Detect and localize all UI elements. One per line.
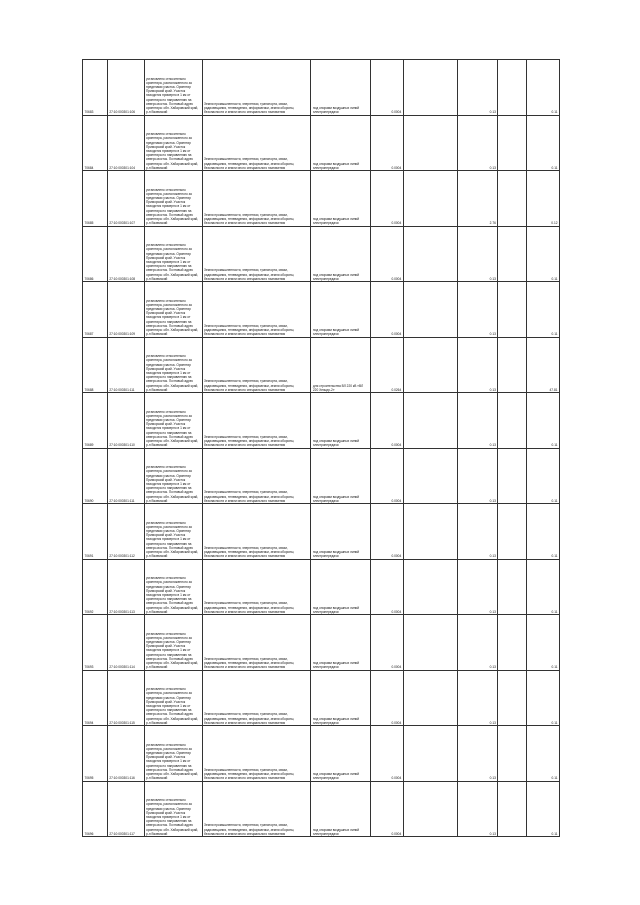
plot-area: 0.0004 <box>370 670 403 726</box>
address-cell <box>144 559 202 615</box>
permitted-use: под опорами воздушных линий электропередачи <box>311 282 370 338</box>
row-number: 70695 <box>83 726 108 782</box>
value-cell: 0.11 <box>526 448 559 504</box>
value-cell: 0.11 <box>526 726 559 782</box>
table-row <box>83 781 560 837</box>
address-text: установлено относительно ориентира, расположенного за пределами участка. Ориентир Приморский край. Участок находится примерно в 1 км от ориентира по направлению на северо-восток. Почтовый адрес ориентира: обл. Хабаровский край, р-н Вяземский <box>146 132 199 170</box>
value-cell: 0.13 <box>458 726 498 782</box>
value-cell: 0.11 <box>526 781 559 837</box>
cadastral-number: 27:10:000301:110 <box>107 393 144 449</box>
value-cell: 0.11 <box>526 393 559 449</box>
value-cell: 0.11 <box>526 504 559 560</box>
address-cell <box>144 393 202 449</box>
cadastral-number: 27:10:000301:106 <box>107 60 144 116</box>
permitted-use: под опорами воздушных линий электропередачи <box>311 448 370 504</box>
plot-area: 0.0004 <box>370 60 403 116</box>
address-cell <box>144 670 202 726</box>
value-cell: 0.11 <box>526 670 559 726</box>
permitted-use: под опорами воздушных линий электропередачи <box>311 615 370 671</box>
cadastral-number: 27:10:000301:112 <box>107 504 144 560</box>
land-category: Земли промышленности, энергетики, транспорта, связи, радиовещания, телевидения, информатики, земли обороны, безопасности и земли иного специального назначения <box>202 171 311 227</box>
empty-cell <box>403 670 457 726</box>
table-row <box>83 337 560 393</box>
address-text: установлено относительно ориентира, расположенного за пределами участка. Ориентир Приморский край. Участок находится примерно в 1 км от ориентира по направлению на северо-восток. Почтовый адрес ориентира: обл. Хабаровский край, р-н Вяземский <box>146 742 199 781</box>
table-row <box>83 504 560 560</box>
cadastral-number: 27:10:000301:111 <box>107 448 144 504</box>
land-category: Земли промышленности, энергетики, транспорта, связи, радиовещания, телевидения, информатики, земли обороны, безопасности и земли иного специального назначения <box>202 504 311 560</box>
cadastral-number: 27:10:000301:115 <box>107 670 144 726</box>
plot-area: 0.0004 <box>370 282 403 338</box>
empty-cell <box>403 282 457 338</box>
value-cell: 0.13 <box>458 60 498 116</box>
row-number: 70684 <box>83 115 108 171</box>
land-category: Земли промышленности, энергетики, транспорта, связи, радиовещания, телевидения, информатики, земли обороны, безопасности и земли иного специального назначения <box>202 226 311 282</box>
row-number: 70685 <box>83 171 108 227</box>
empty-cell <box>403 504 457 560</box>
empty-cell <box>403 393 457 449</box>
plot-area: 0.0004 <box>370 393 403 449</box>
value-cell: 0.11 <box>526 60 559 116</box>
row-number: 70689 <box>83 393 108 449</box>
permitted-use: под опорами воздушных линий электропередачи <box>311 726 370 782</box>
address-text: установлено относительно ориентира, расположенного за пределами участка. Ориентир Приморский край. Участок находится примерно в 1 км от ориентира по направлению на северо-восток. Почтовый адрес ориентира: обл. Хабаровский край, р-н Вяземский <box>146 798 199 836</box>
empty-cell <box>498 615 526 671</box>
value-cell: 0.13 <box>458 615 498 671</box>
address-text: установлено относительно ориентира, расположенного за пределами участка. Ориентир Приморский край. Участок находится примерно в 1 км от ориентира по направлению на северо-восток. Почтовый адрес ориентира: обл. Хабаровский край, р-н Вяземский <box>146 520 199 559</box>
address-text: установлено относительно ориентира, расположенного за пределами участка. Ориентир Приморский край. Участок находится примерно в 1 км от ориентира по направлению на северо-восток. Почтовый адрес ориентира: обл. Хабаровский край, р-н Вяземский <box>146 631 199 670</box>
land-category: Земли промышленности, энергетики, транспорта, связи, радиовещания, телевидения, информатики, земли обороны, безопасности и земли иного специального назначения <box>202 559 311 615</box>
table-row <box>83 448 560 504</box>
address-cell <box>144 726 202 782</box>
value-cell: 0.12 <box>526 171 559 227</box>
value-cell: 0.13 <box>458 282 498 338</box>
row-number: 70687 <box>83 282 108 338</box>
value-cell: 0.13 <box>458 393 498 449</box>
empty-cell <box>498 60 526 116</box>
value-cell: 0.11 <box>526 282 559 338</box>
table-row <box>83 60 560 116</box>
table-row <box>83 226 560 282</box>
table-row <box>83 282 560 338</box>
table-row <box>83 615 560 671</box>
plot-area: 0.0264 <box>370 337 403 393</box>
land-category: Земли промышленности, энергетики, транспорта, связи, радиовещания, телевидения, информатики, земли обороны, безопасности и земли иного специального назначения <box>202 337 311 393</box>
plot-area: 0.0004 <box>370 615 403 671</box>
address-text: установлено относительно ориентира, расположенного за пределами участка. Ориентир Приморский край. Участок находится примерно в 1 км от ориентира по направлению на северо-восток. Почтовый адрес ориентира: обл. Хабаровский край, р-н Вяземский <box>146 76 199 115</box>
plot-area: 0.0004 <box>370 226 403 282</box>
empty-cell <box>498 282 526 338</box>
land-category: Земли промышленности, энергетики, транспорта, связи, радиовещания, телевидения, информатики, земли обороны, безопасности и земли иного специального назначения <box>202 448 311 504</box>
address-cell <box>144 282 202 338</box>
land-category: Земли промышленности, энергетики, транспорта, связи, радиовещания, телевидения, информатики, земли обороны, безопасности и земли иного специального назначения <box>202 115 311 171</box>
address-text: установлено относительно ориентира, расположенного за пределами участка. Ориентир Приморский край. Участок находится примерно в 1 км от ориентира по направлению на северо-восток. Почтовый адрес ориентира: обл. Хабаровский край, р-н Вяземский <box>146 354 199 392</box>
cadastral-number: 27:10:000301:107 <box>107 171 144 227</box>
address-text: установлено относительно ориентира, расположенного за пределами участка. Ориентир Приморский край. Участок находится примерно в 1 км от ориентира по направлению на северо-восток. Почтовый адрес ориентира: обл. Хабаровский край, р-н Вяземский <box>146 465 199 503</box>
empty-cell <box>403 226 457 282</box>
row-number: 70693 <box>83 615 108 671</box>
permitted-use: под опорами воздушных линий электропередачи <box>311 559 370 615</box>
address-text: установлено относительно ориентира, расположенного за пределами участка. Ориентир Приморский край. Участок находится примерно в 1 км от ориентира по направлению на северо-восток. Почтовый адрес ориентира: обл. Хабаровский край, р-н Вяземский <box>146 687 199 725</box>
table-body <box>83 60 560 837</box>
land-category: Земли промышленности, энергетики, транспорта, связи, радиовещания, телевидения, информатики, земли обороны, безопасности и земли иного специального назначения <box>202 781 311 837</box>
value-cell: 0.13 <box>458 337 498 393</box>
plot-area: 0.0004 <box>370 559 403 615</box>
value-cell: 0.13 <box>458 781 498 837</box>
permitted-use: под опорами воздушных линий электропередачи <box>311 60 370 116</box>
table-row <box>83 726 560 782</box>
value-cell: 0.13 <box>458 226 498 282</box>
empty-cell <box>498 504 526 560</box>
cadastral-number: 27:10:000301:116 <box>107 726 144 782</box>
table-row <box>83 670 560 726</box>
row-number: 70694 <box>83 670 108 726</box>
table-row <box>83 393 560 449</box>
empty-cell <box>403 781 457 837</box>
value-cell: 0.11 <box>526 615 559 671</box>
cadastral-number: 27:10:000301:114 <box>107 615 144 671</box>
permitted-use: под опорами воздушных линий электропередачи <box>311 670 370 726</box>
empty-cell <box>498 559 526 615</box>
empty-cell <box>498 337 526 393</box>
plot-area: 0.0004 <box>370 171 403 227</box>
permitted-use: под опорами воздушных линий электропередачи <box>311 115 370 171</box>
empty-cell <box>498 448 526 504</box>
address-cell <box>144 781 202 837</box>
empty-cell <box>403 337 457 393</box>
permitted-use: под опорами воздушных линий электропередачи <box>311 504 370 560</box>
address-text: установлено относительно ориентира, расположенного за пределами участка. Ориентир Приморский край. Участок находится примерно в 1 км от ориентира по направлению на северо-восток. Почтовый адрес ориентира: обл. Хабаровский край, р-н Вяземский <box>146 243 199 281</box>
cadastral-number: 27:10:000301:111 <box>107 337 144 393</box>
empty-cell <box>498 115 526 171</box>
table-row <box>83 171 560 227</box>
cadastral-number: 27:10:000301:109 <box>107 282 144 338</box>
plot-area: 0.0004 <box>370 781 403 837</box>
value-cell: 0.13 <box>458 115 498 171</box>
address-cell <box>144 337 202 393</box>
empty-cell <box>403 171 457 227</box>
land-category: Земли промышленности, энергетики, транспорта, связи, радиовещания, телевидения, информатики, земли обороны, безопасности и земли иного специального назначения <box>202 282 311 338</box>
permitted-use: под опорами воздушных линий электропередачи <box>311 781 370 837</box>
land-category: Земли промышленности, энергетики, транспорта, связи, радиовещания, телевидения, информатики, земли обороны, безопасности и земли иного специального назначения <box>202 60 311 116</box>
address-text: установлено относительно ориентира, расположенного за пределами участка. Ориентир Приморский край. Участок находится примерно в 1 км от ориентира по направлению на северо-восток. Почтовый адрес ориентира: обл. Хабаровский край, р-н Вяземский <box>146 409 199 448</box>
empty-cell <box>403 448 457 504</box>
empty-cell <box>498 781 526 837</box>
cadastral-number: 27:10:000301:108 <box>107 226 144 282</box>
empty-cell <box>403 559 457 615</box>
permitted-use: для строительства ВЛ 220 кВ «ВЛ 220 Хехцир-2» <box>311 337 370 393</box>
cadastral-number: 27:10:000301:117 <box>107 781 144 837</box>
address-cell <box>144 115 202 171</box>
cadastral-number: 27:10:000301:113 <box>107 559 144 615</box>
land-plot-table <box>82 59 560 837</box>
address-cell <box>144 60 202 116</box>
table-row <box>83 115 560 171</box>
land-category: Земли промышленности, энергетики, транспорта, связи, радиовещания, телевидения, информатики, земли обороны, безопасности и земли иного специального назначения <box>202 670 311 726</box>
empty-cell <box>498 171 526 227</box>
plot-area: 0.0004 <box>370 448 403 504</box>
row-number: 70688 <box>83 337 108 393</box>
permitted-use: под опорами воздушных линий электропередачи <box>311 226 370 282</box>
value-cell: 0.13 <box>458 448 498 504</box>
value-cell: 2.76 <box>458 171 498 227</box>
land-category: Земли промышленности, энергетики, транспорта, связи, радиовещания, телевидения, информатики, земли обороны, безопасности и земли иного специального назначения <box>202 726 311 782</box>
land-category: Земли промышленности, энергетики, транспорта, связи, радиовещания, телевидения, информатики, земли обороны, безопасности и земли иного специального назначения <box>202 393 311 449</box>
value-cell: 47.81 <box>526 337 559 393</box>
value-cell: 0.11 <box>526 115 559 171</box>
address-cell <box>144 171 202 227</box>
address-cell <box>144 226 202 282</box>
plot-area: 0.0004 <box>370 115 403 171</box>
address-text: установлено относительно ориентира, расположенного за пределами участка. Ориентир Приморский край. Участок находится примерно в 1 км от ориентира по направлению на северо-восток. Почтовый адрес ориентира: обл. Хабаровский край, р-н Вяземский <box>146 298 199 337</box>
empty-cell <box>403 726 457 782</box>
value-cell: 0.11 <box>526 559 559 615</box>
permitted-use: под опорами воздушных линий электропередачи <box>311 171 370 227</box>
address-cell <box>144 504 202 560</box>
row-number: 70683 <box>83 60 108 116</box>
address-text: установлено относительно ориентира, расположенного за пределами участка. Ориентир Приморский край. Участок находится примерно в 1 км от ориентира по направлению на северо-восток. Почтовый адрес ориентира: обл. Хабаровский край, р-н Вяземский <box>146 187 199 226</box>
empty-cell <box>498 393 526 449</box>
row-number: 70691 <box>83 504 108 560</box>
value-cell: 0.13 <box>458 559 498 615</box>
row-number: 70696 <box>83 781 108 837</box>
row-number: 70692 <box>83 559 108 615</box>
empty-cell <box>498 226 526 282</box>
address-text: установлено относительно ориентира, расположенного за пределами участка. Ориентир Приморский край. Участок находится примерно в 1 км от ориентира по направлению на северо-восток. Почтовый адрес ориентира: обл. Хабаровский край, р-н Вяземский <box>146 576 199 614</box>
empty-cell <box>403 60 457 116</box>
plot-area: 0.0004 <box>370 726 403 782</box>
table-row <box>83 559 560 615</box>
empty-cell <box>403 115 457 171</box>
empty-cell <box>498 726 526 782</box>
land-category: Земли промышленности, энергетики, транспорта, связи, радиовещания, телевидения, информатики, земли обороны, безопасности и земли иного специального назначения <box>202 615 311 671</box>
row-number: 70690 <box>83 448 108 504</box>
value-cell: 0.13 <box>458 670 498 726</box>
plot-area: 0.0004 <box>370 504 403 560</box>
value-cell: 0.11 <box>526 226 559 282</box>
empty-cell <box>403 615 457 671</box>
address-cell <box>144 448 202 504</box>
row-number: 70686 <box>83 226 108 282</box>
address-cell <box>144 615 202 671</box>
empty-cell <box>498 670 526 726</box>
value-cell: 0.13 <box>458 504 498 560</box>
cadastral-number: 27:10:000301:104 <box>107 115 144 171</box>
permitted-use: под опорами воздушных линий электропередачи <box>311 393 370 449</box>
